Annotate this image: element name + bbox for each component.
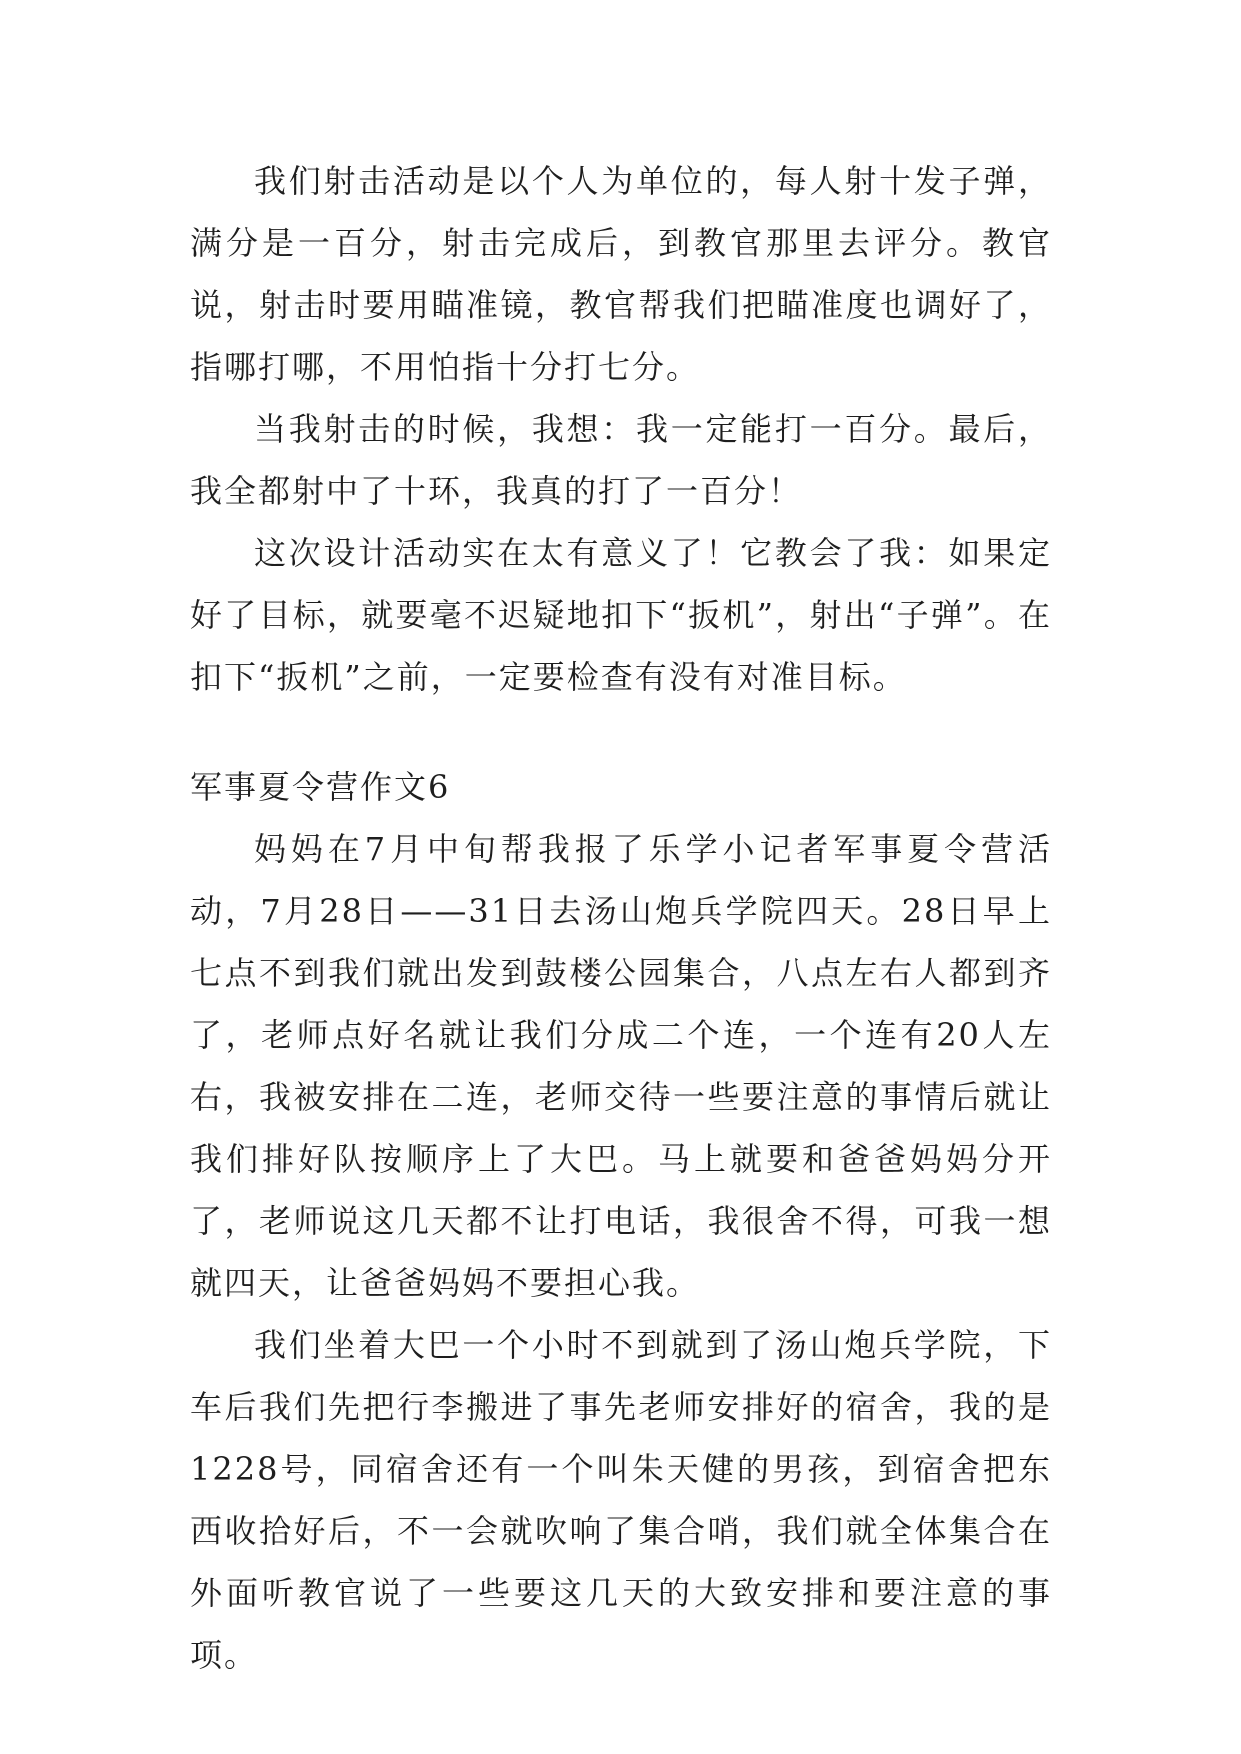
paragraph-shooting-result: 当我射击的时候，我想：我一定能打一百分。最后，我全都射中了十环，我真的打了一百分！ [190,410,1052,510]
paragraph-shooting-rules: 我们射击活动是以个人为单位的，每人射十发子弹，满分是一百分，射击完成后，到教官那里去评分。教官说，射击时要用瞄准镜，教官帮我们把瞄准度也调好了，指哪打哪，不用怕指十分打七分。 [190,162,1052,386]
paragraph-lesson: 这次设计活动实在太有意义了！它教会了我：如果定好了目标，就要毫不迟疑地扣下“扳机”，射出“子弹”。在扣下“扳机”之前，一定要检查有没有对准目标。 [190,534,1052,696]
paragraph-camp-departure: 妈妈在7月中旬帮我报了乐学小记者军事夏令营活动，7月28日——31日去汤山炮兵学院四天。28日早上七点不到我们就出发到鼓楼公园集合，八点左右人都到齐了，老师点好名就让我们分成二个连，一个连有20人左右，我被安排在二连，老师交待一些要注意的事情后就让我们排好队按顺序上了大巴。马上就要和爸爸妈妈分开了，老师说这几天都不让打电话，我很舍不得，可我一想就四天，让爸爸妈妈不要担心我。 [190,830,1052,1302]
section-title: 军事夏令营作文6 [190,768,451,806]
document-body [190,150,1052,1686]
paragraph-camp-arrival: 我们坐着大巴一个小时不到就到了汤山炮兵学院，下车后我们先把行李搬进了事先老师安排好的宿舍，我的是1228号，同宿舍还有一个叫朱天健的男孩，到宿舍把东西收拾好后，不一会就吹响了集合哨，我们就全体集合在外面听教官说了一些要这几天的大致安排和要注意的事项。 [190,1326,1052,1674]
